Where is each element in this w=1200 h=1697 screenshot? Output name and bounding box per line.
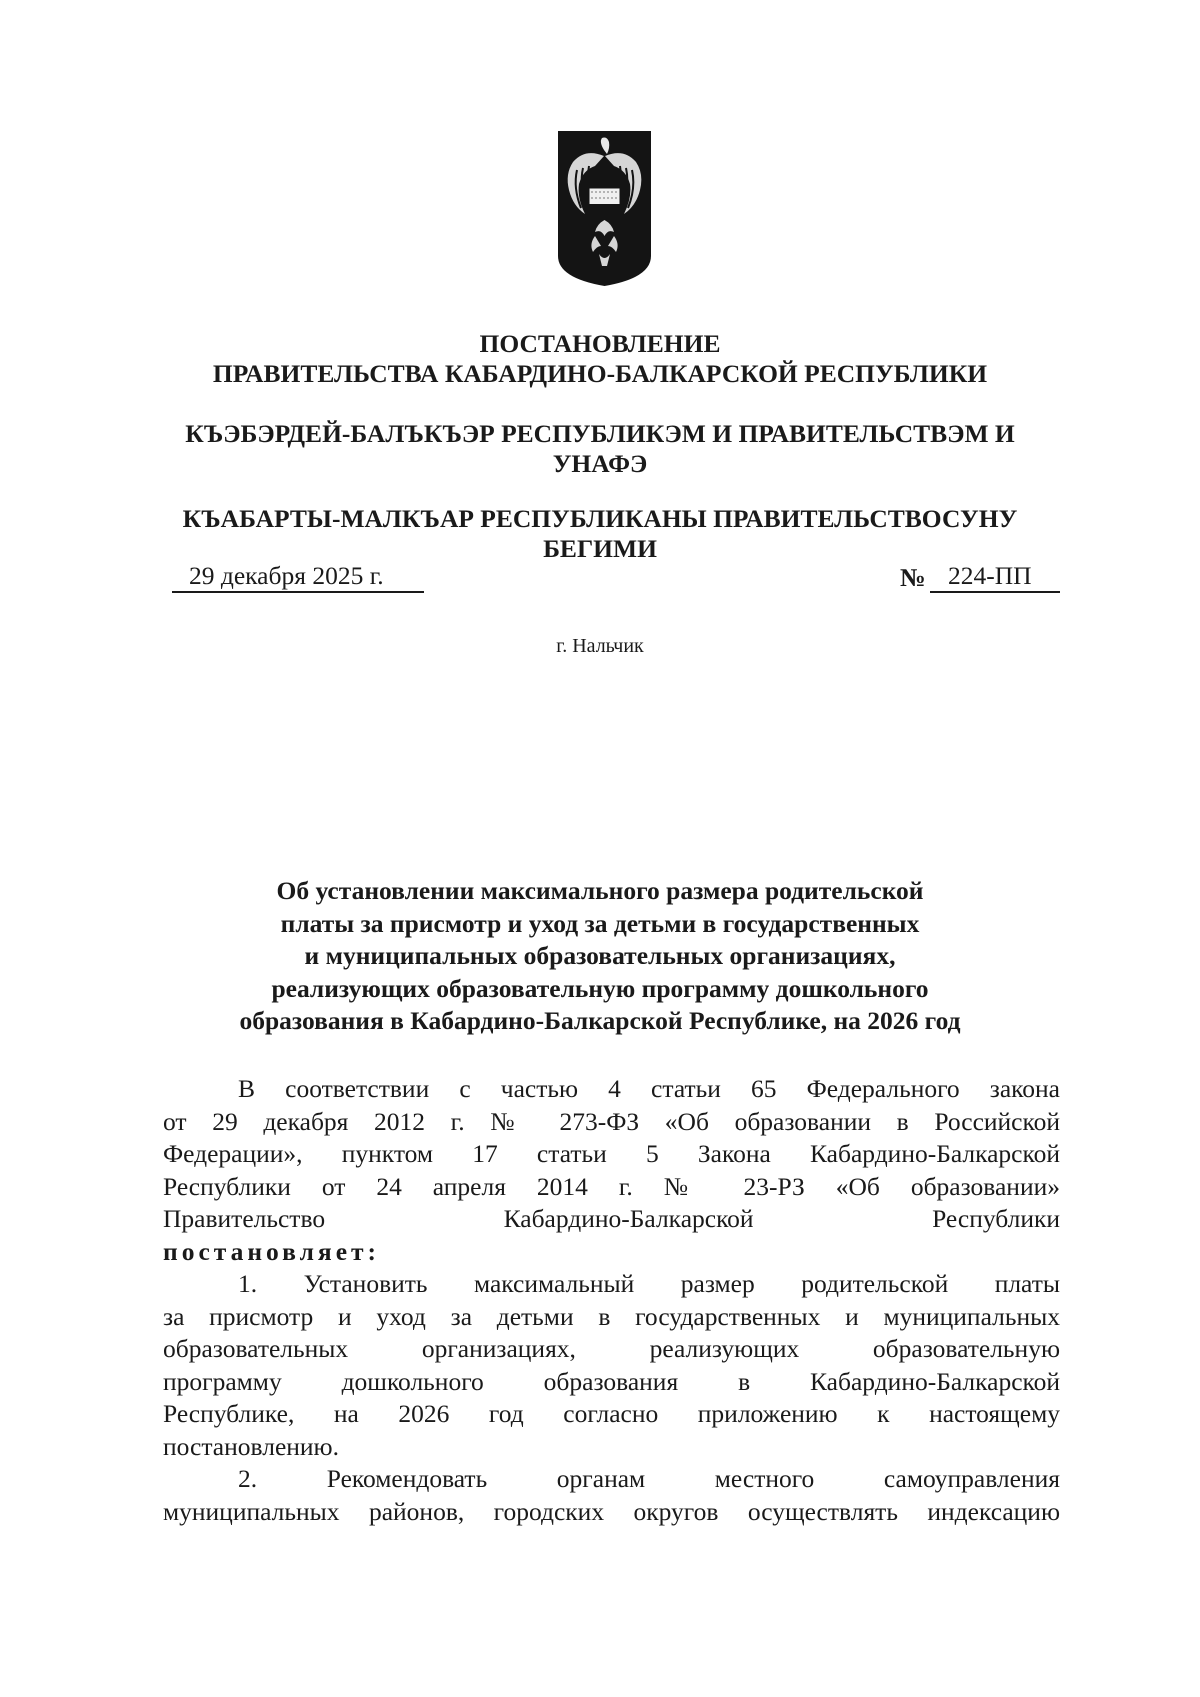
document-title	[0, 329, 1200, 389]
balkar-title	[0, 504, 1200, 564]
body-line: муниципальных районов, городских округов осуществлять индексацию	[163, 1496, 1060, 1526]
body-line: образовательных организациях, реализующих образовательную	[163, 1334, 1060, 1363]
number-underline	[930, 591, 1060, 593]
document-subject	[0, 875, 1200, 1038]
body-line: Республики от 24 апреля 2014 г. № 23-РЗ «Об образовании»	[163, 1171, 1060, 1201]
title-line: БЕГИМИ	[543, 534, 657, 563]
subject-line: и муниципальных образовательных организациях,	[304, 941, 896, 970]
document-city: г. Нальчик	[556, 635, 644, 657]
body-line: 1. Установить максимальный размер родительской платы	[238, 1269, 1060, 1298]
body-line: за присмотр и уход за детьми в государственных и муниципальных	[163, 1301, 1060, 1331]
subject-line: Об установлении максимального размера родительской	[276, 876, 924, 905]
body-line: Республике, на 2026 год согласно приложению к настоящему	[163, 1399, 1060, 1428]
body-line: В соответствии с частью 4 статьи 65 Федерального закона	[238, 1074, 1060, 1103]
body-line: от 29 декабря 2012 г. № 273-ФЗ «Об образовании в Российской	[163, 1106, 1060, 1136]
title-line: ПОСТАНОВЛЕНИЕ	[479, 329, 721, 358]
kabardian-title	[0, 419, 1200, 479]
body-line: программу дошкольного образования в Кабардино-Балкарской	[163, 1366, 1060, 1396]
number-sign: №	[900, 563, 926, 592]
coat-of-arms-icon	[555, 128, 654, 288]
subject-line: образования в Кабардино-Балкарской Республике, на 2026 год	[239, 1006, 961, 1035]
decrees-word: постановляет:	[163, 1236, 381, 1266]
date-underline	[172, 591, 424, 593]
title-line: КЪЭБЭРДЕЙ-БАЛЪКЪЭР РЕСПУБЛИКЭМ И ПРАВИТЕЛЬСТВЭМ И	[185, 419, 1015, 448]
subject-line: платы за присмотр и уход за детьми в государственных	[280, 908, 920, 938]
body-line: Правительство Кабардино-Балкарской Республики	[163, 1204, 1060, 1233]
document-date: 29 декабря 2025 г.	[189, 561, 384, 590]
title-line: УНАФЭ	[552, 449, 648, 478]
document-number: 224-ПП	[948, 561, 1032, 590]
title-line: ПРАВИТЕЛЬСТВА КАБАРДИНО-БАЛКАРСКОЙ РЕСПУБЛИКИ	[212, 359, 988, 388]
subject-line: реализующих образовательную программу дошкольного	[271, 973, 929, 1003]
document-body	[163, 1073, 1060, 1528]
body-line: постановлению.	[163, 1431, 339, 1461]
body-line: 2. Рекомендовать органам местного самоуправления	[238, 1464, 1060, 1493]
body-line: Федерации», пунктом 17 статьи 5 Закона Кабардино-Балкарской	[163, 1139, 1060, 1168]
title-line: КЪАБАРТЫ-МАЛКЪАР РЕСПУБЛИКАНЫ ПРАВИТЕЛЬСТВОСУНУ	[182, 504, 1018, 533]
